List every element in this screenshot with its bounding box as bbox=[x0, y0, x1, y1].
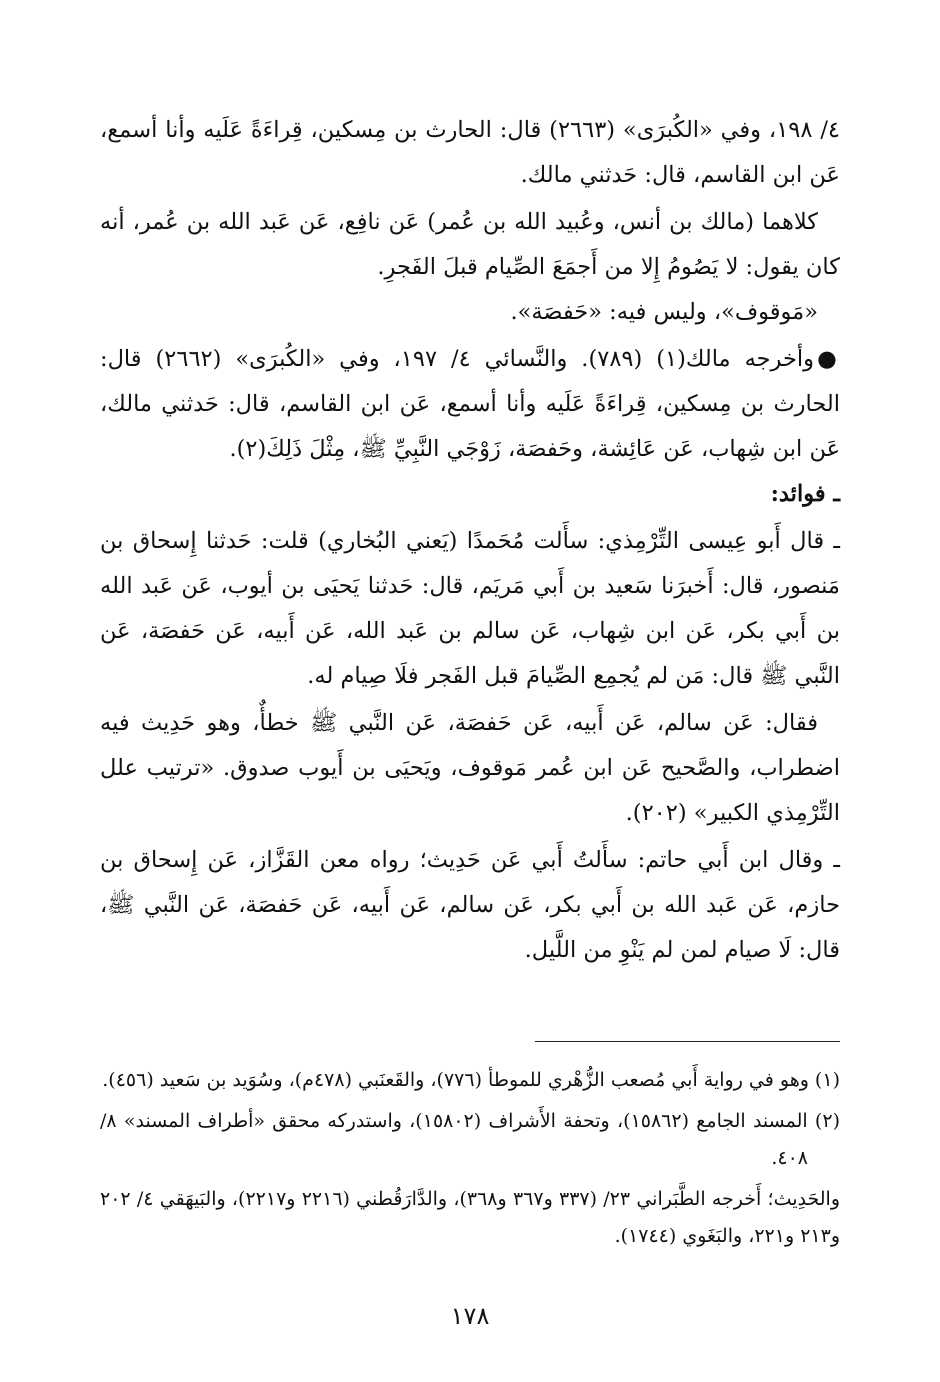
main-text bbox=[100, 108, 840, 973]
paragraph-6: ـ قال أَبو عِيسى التِّرْمِذي: سأَلت مُحَمدًا (يَعني البُخاري) قلت: حَدثنا إِسحاق بن مَنصور، قال: أَخبرَنا سَعيد بن أَبي مَريَم، قال: حَدثنا يَحيَى بن أيوب، عَن عَبد الله بن أَبي بكر، عَن ابن شِهاب، عَن سالم بن عَبد الله، عَن أَبيه، عَن حَفصَة، عَن النَّبي ﷺ قال: مَن لم يُجمِع الصِّيامَ قبل الفَجر فلَا صِيام له. bbox=[100, 528, 840, 689]
paragraph-1: ٤/ ١٩٨، وفي «الكُبرَى» (٢٦٦٣) قال: الحارث بن مِسكين، قِراءَةً عَلَيه وأنا أسمع، عَن ابن القاسم، قال: حَدثني مالك. bbox=[100, 117, 840, 188]
paragraph-2: كلاهما (مالك بن أنس، وعُبيد الله بن عُمر) عَن نافِع، عَن عَبد الله بن عُمر، أنه كان يقول: لا يَصُومُ إِلا من أَجمَعَ الصِّيام قبلَ الفَجرِ. bbox=[100, 209, 840, 280]
paragraph-4-text: وأخرجه مالك(١) (٧٨٩). والنَّسائي ٤/ ١٩٧، وفي «الكُبرَى» (٢٦٦٢) قال: الحارث بن مِسكين، قِراءَةً عَلَيه وأنا أسمع، عَن ابن القاسم، قال: حَدثني مالك، عَن ابن شِهاب، عَن عَائِشة، وحَفصَة، زَوْجَي النَّبِيِّ ﷺ، مِثْلَ ذَلِكَ(٢). bbox=[100, 346, 840, 462]
footnotes bbox=[100, 1062, 840, 1259]
page-number: ١٧٨ bbox=[450, 1302, 490, 1330]
paragraph-3: «مَوقوف»، وليس فيه: «حَفصَة». bbox=[510, 299, 818, 325]
section-heading: ـ فوائد: bbox=[770, 481, 840, 507]
bullet-icon: ● bbox=[817, 346, 837, 372]
footnote-2-continued: والحَدِيث؛ أَخرجه الطَّبَراني ٢٣/ (٣٣٧ و٣٦٧ و٣٦٨)، والدَّارَقُطني (٢٢١٦ و٢٢١٧)، والبَيهَقي ٤/ ٢٠٢ و٢١٣ و٢٢١، والبَغَوي (١٧٤٤). bbox=[100, 1188, 840, 1247]
footnote-1: (١) وهو في رواية أَبي مُصعب الزُّهْري للموطأ (٧٧٦)، والقَعنَبي (٤٧٨م)، وسُوَيد بن سَعيد (٤٥٦). bbox=[102, 1069, 840, 1091]
footnote-divider bbox=[535, 1041, 840, 1042]
paragraph-7: فقال: عَن سالم، عَن أَبيه، عَن حَفصَة، عَن النَّبي ﷺ خطأٌ، وهو حَدِيث فيه اضطراب، والصَّحيح عَن ابن عُمر مَوقوف، ويَحيَى بن أَيوب صدوق. «ترتيب علل التِّرْمِذي الكبير» (٢٠٢). bbox=[100, 710, 840, 826]
paragraph-4 bbox=[100, 337, 840, 472]
footnote-2: (٢) المسند الجامع (١٥٨٦٢)، وتحفة الأَشراف (١٥٨٠٢)، واستدركه محقق «أطراف المسند» ٨/ ٤٠٨. bbox=[100, 1110, 840, 1169]
paragraph-8: ـ وقال ابن أَبي حاتم: سأَلتُ أَبي عَن حَدِيث؛ رواه معن القَزَّاز، عَن إِسحاق بن حازم، عَن عَبد الله بن أَبي بكر، عَن سالم، عَن أَبيه، عَن حَفصَة، عَن النَّبي ﷺ، قال: لَا صيام لمن لم يَنْوِ من اللَّيل. bbox=[100, 847, 840, 963]
